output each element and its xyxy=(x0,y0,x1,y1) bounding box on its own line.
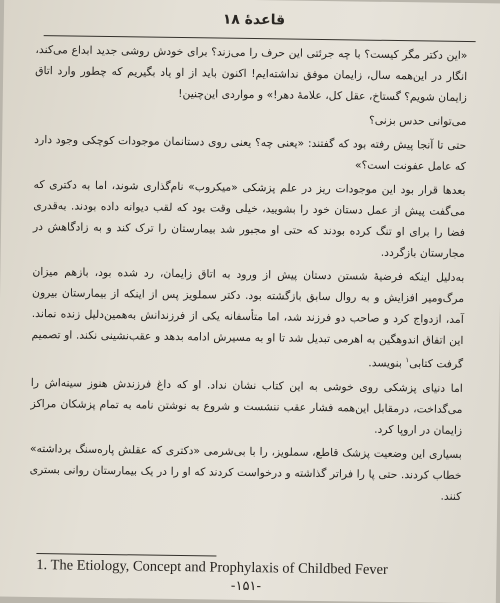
paragraph: «این دکتر مگر کیست؟ با چه جرئتی این حرف را می‌زند؟ برای خودش روشی جدید ابداع می‌کند، انگار در این‌همه سال، زایمان موفق نداشته‌ایم! اکنون باید از او یاد بگیریم که چطور وارد اتاق زایمان شویم؟ گستاخ، عقل کل، علامهٔ دهر!» و مواردی این‌چنین! xyxy=(35,42,468,105)
footnote-marker: ۱ xyxy=(405,356,410,365)
paragraph: اما دنیای پزشکی روی خوشی به این کتاب نشان نداد. او که داغ فرزندش هنوز سینه‌اش را می‌گداخت، درمقابل این‌همه فشار عقب ننشست و شروع به نوشتن نامه به تمام پزشکان مراکز زایمان در اروپا کرد. xyxy=(30,375,463,437)
footnote: 1. The Etiology, Concept and Prophylaxis of Childbed Fever xyxy=(36,557,388,578)
page-title: قاعدهٔ ۱۸ xyxy=(222,11,286,29)
body-text xyxy=(29,39,467,507)
paragraph: حتی تا آنجا پیش رفته بود که گفتند: «یعنی چه؟ یعنی روی دستانمان موجودات کوچکی وجود دارد که عامل عفونت است؟» xyxy=(34,132,467,174)
footnote-rule xyxy=(36,553,216,557)
paragraph-tail: بنویسد. xyxy=(368,356,403,370)
paragraph: بعدها قرار بود این موجودات ریز در علم پزشکی «میکروب» نام‌گذاری شوند، اما به دکتری که می‌گفت پیش از عمل دستان خود را بشویید، خیلی وقت بود که لقب دیوانه داده بودند. به‌قدری فضا را برای او تنگ کرده بودند که حتی او مجبور شد بیمارستان را ترک کند و به زادگاهش در مجارستان بازگردد. xyxy=(32,177,466,260)
page-number: -۱۵۱- xyxy=(230,578,262,595)
paragraph: می‌توانی حدس بزنی؟ xyxy=(368,113,467,129)
paragraph-text: به‌دلیل اینکه فرضیهٔ شستن دستان پیش از ورود به اتاق زایمان، رد شده بود، بازهم میزان مرگ‌ومیر افزایش و به روال سابق بازگشته بود. دکتر سملویز پس از اینکه از بیمارستان بیرون آمد، ازدواج کرد و صاحب دو فرزند شد، اما متأسفانه یکی از فرزندانش به‌همین‌دلیل زنده نماند. این اتفاق اندوهگین به اهرمی تبدیل شد تا او به مسیرش ادامه بدهد و عقب‌نشینی نکند. او تصمیم گرفت کتابی xyxy=(31,264,465,371)
paragraph: بسیاری این وضعیت پزشک قاطع، سملویز، را با بی‌شرمی «دکتری که عقلش پاره‌سنگ برداشته» خطاب کردند. حتی پا را فراتر گذاشته و درخواست کردند که او را در یک بیمارستان روانی بستری کنند. xyxy=(29,441,462,503)
paragraph xyxy=(31,261,464,375)
